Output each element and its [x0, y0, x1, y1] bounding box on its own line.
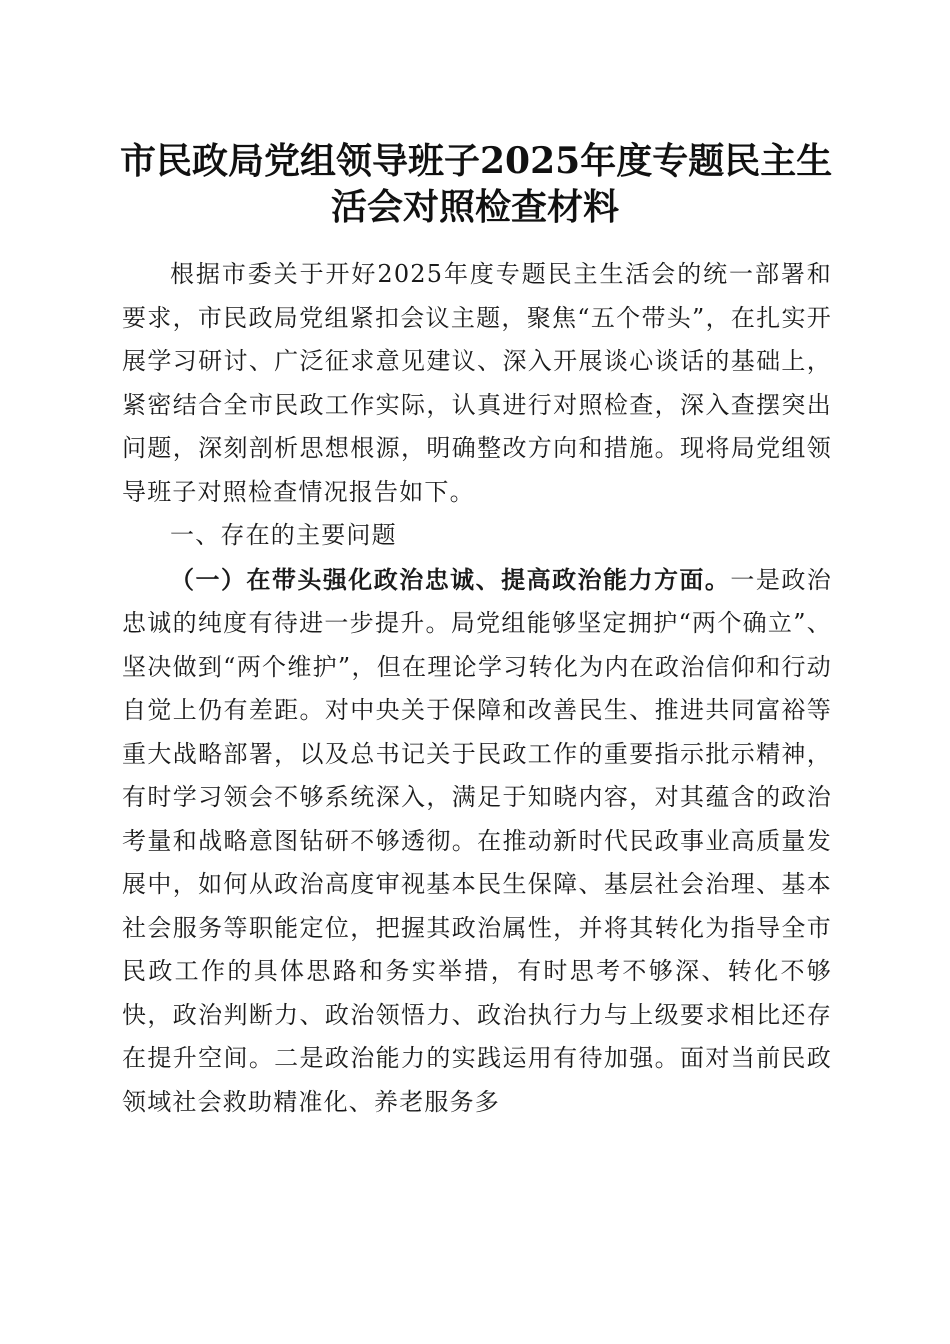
title-line-2: 活会对照检查材料 — [330, 186, 619, 228]
intro-paragraph: 根据市委关于开好2025年度专题民主生活会的统一部署和要求，市民政局党组紧扣会议主题，聚焦“五个带头”，在扎实开展学习研讨、广泛征求意见建议、深入开展谈心谈话的基础上，紧密结合全市民政工作实际，认真进行对照检查，深入查摆突出问题，深刻剖析思想根源，明确整改方向和措施。现将局党组领导班子对照检查情况报告如下。 — [122, 260, 832, 506]
subsection-text: 一是政治忠诚的纯度有待进一步提升。局党组能够坚定拥护“两个确立”、坚决做到“两个维护”，但在理论学习转化为内在政治信仰和行动自觉上仍有差距。对中央关于保障和改善民生、推进共同富裕等重大战略部署，以及总书记关于民政工作的重要指示批示精神，有时学习领会不够系统深入，满足于知晓内容，对其蕴含的政治考量和战略意图钻研不够透彻。在推动新时代民政事业高质量发展中，如何从政治高度审视基本民生保障、基层社会治理、基本社会服务等职能定位，把握其政治属性，并将其转化为指导全市民政工作的具体思路和务实举措，有时思考不够深、转化不够快，政治判断力、政治领悟力、政治执行力与上级要求相比还存在提升空间。二是政治能力的实践运用有待加强。面对当前民政领域社会救助精准化、养老服务多 — [122, 565, 832, 1116]
document-body — [122, 253, 832, 1124]
title-line-1: 市民政局党组领导班子2025年度专题民主生 — [120, 140, 833, 182]
document-title — [120, 138, 833, 230]
section-heading: 一、存在的主要问题 — [170, 521, 397, 549]
subsection-paragraph — [122, 558, 832, 1125]
subsection-heading: （一）在带头强化政治忠诚、提高政治能力方面。 — [170, 564, 731, 594]
